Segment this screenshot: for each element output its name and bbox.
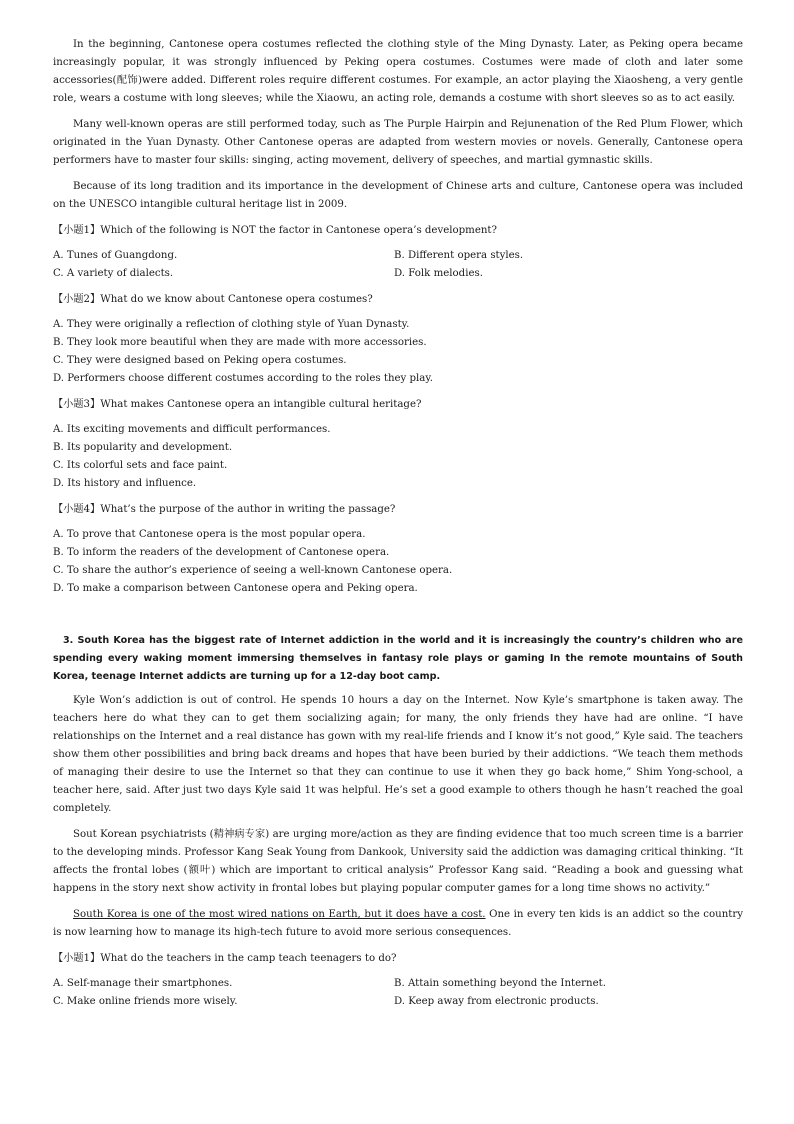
option-a[interactable]: A. To prove that Cantonese opera is the most popular opera. — [53, 529, 366, 540]
question-stem: 【小题2】What do we know about Cantonese opera costumes? — [53, 294, 373, 305]
passage-paragraph: In the beginning, Cantonese opera costumes reflected the clothing style of the Ming Dynasty. Later, as Peking opera became increasingly popular, it was strongly influenced by Peking opera costumes. Costumes were made of cloth and later some accessories(配饰)were added. Different roles require different costumes. For example, an actor playing the Xiaosheng, a very gentle role, wears a costume with long sleeves; while the Xiaowu, an acting role, demands a costume with short sleeves so as to act easily. — [53, 39, 743, 104]
option-a[interactable]: A. Its exciting movements and difficult performances. — [53, 424, 331, 435]
question-block — [53, 396, 743, 493]
question-stem: 【小题3】What makes Cantonese opera an intangible cultural heritage? — [53, 399, 422, 410]
sentence-text: One in every ten kids is an addict so the country is now learning how to manage its high-tech future to avoid more serious consequences. — [53, 909, 743, 938]
passage-paragraph — [53, 906, 743, 942]
question-stem: 【小题1】What do the teachers in the camp teach teenagers to do? — [53, 953, 397, 964]
option-c[interactable]: C. A variety of dialects. — [53, 268, 174, 279]
passage-paragraph: Because of its long tradition and its importance in the development of Chinese arts and culture, Cantonese opera was included on the UNESCO intangible cultural heritage list in 2009. — [53, 181, 743, 210]
option-d[interactable]: D. To make a comparison between Cantonese opera and Peking opera. — [53, 583, 418, 594]
option-b[interactable]: B. Different opera styles. — [394, 250, 524, 261]
option-a[interactable]: A. Tunes of Guangdong. — [53, 250, 178, 261]
option-c[interactable]: C. Make online friends more wisely. — [53, 996, 238, 1007]
option-list — [53, 421, 743, 493]
option-b[interactable]: B. Its popularity and development. — [53, 442, 233, 453]
option-b[interactable]: B. They look more beautiful when they are made with more accessories. — [53, 337, 427, 348]
option-list — [53, 316, 743, 388]
question-block — [53, 501, 743, 598]
option-b[interactable]: B. To inform the readers of the development of Cantonese opera. — [53, 547, 390, 558]
option-c[interactable]: C. Its colorful sets and face paint. — [53, 460, 228, 471]
exam-page — [53, 36, 743, 1019]
option-c[interactable]: C. To share the author’s experience of seeing a well-known Cantonese opera. — [53, 565, 453, 576]
option-d[interactable]: D. Its history and influence. — [53, 478, 197, 489]
question-stem: 【小题1】Which of the following is NOT the factor in Cantonese opera’s development? — [53, 225, 497, 236]
option-c[interactable]: C. They were designed based on Peking opera costumes. — [53, 355, 347, 366]
option-b[interactable]: B. Attain something beyond the Internet. — [394, 978, 606, 989]
option-a[interactable]: A. Self-manage their smartphones. — [53, 978, 233, 989]
section-spacer — [53, 606, 743, 632]
option-d[interactable]: D. Performers choose different costumes according to the roles they play. — [53, 373, 434, 384]
question-block — [53, 222, 743, 283]
question-stem: 【小题4】What’s the purpose of the author in writing the passage? — [53, 504, 396, 515]
passage-heading: 3. South Korea has the biggest rate of Internet addiction in the world and it is increasingly the country’s children who are spending every waking moment immersing themselves in fantasy role plays or gaming In the remote mountains of South Korea, teenage Internet addicts are turning up for a 12-day boot camp. — [53, 635, 743, 682]
option-a[interactable]: A. They were originally a reflection of clothing style of Yuan Dynasty. — [53, 319, 410, 330]
passage-paragraph: Kyle Won’s addiction is out of control. He spends 10 hours a day on the Internet. Now Kyle’s smartphone is taken away. The teachers here do what they can to get them socializing again; for many, the only friends they have had are online. “I have relationships on the Internet and a real distance has gown with my real-life friends and I know it’s not good,” Kyle said. The teachers show them other possibilities and bring back dreams and hopes that have been buried by their addictions. “We teach them methods of managing their desire to use the Internet so that they can continue to use it when they go back home,” Shim Yong-school, a teacher here, said. After just two days Kyle said 1t was helpful. He’s set a good example to others though he hasn’t reached the goal completely. — [53, 695, 743, 814]
option-list — [53, 526, 743, 598]
question-block — [53, 291, 743, 388]
passage-paragraph: Many well-known operas are still performed today, such as The Purple Hairpin and Rejunenation of the Red Plum Flower, which originated in the Yuan Dynasty. Other Cantonese operas are adapted from western movies or novels. Generally, Cantonese opera performers have to master four skills: singing, acting movement, delivery of speeches, and martial gymnastic skills. — [53, 119, 743, 166]
option-list — [53, 247, 743, 283]
underlined-sentence: South Korea is one of the most wired nations on Earth, but it does have a cost. — [73, 909, 486, 920]
option-d[interactable]: D. Folk melodies. — [394, 268, 483, 279]
passage-paragraph: Sout Korean psychiatrists (精神病专家) are urging more/action as they are finding evidence that too much screen time is a barrier to the developing minds. Professor Kang Seak Young from Dankook, University said the addiction was damaging critical thinking. “It affects the frontal lobes (额叶) which are important to critical analysis” Professor Kang said. “Reading a book and guessing what happens in the story next show activity in frontal lobes but playing popular computer games for a long time shows no activity.” — [53, 829, 743, 894]
option-d[interactable]: D. Keep away from electronic products. — [394, 996, 599, 1007]
option-list — [53, 975, 743, 1011]
question-block — [53, 950, 743, 1011]
